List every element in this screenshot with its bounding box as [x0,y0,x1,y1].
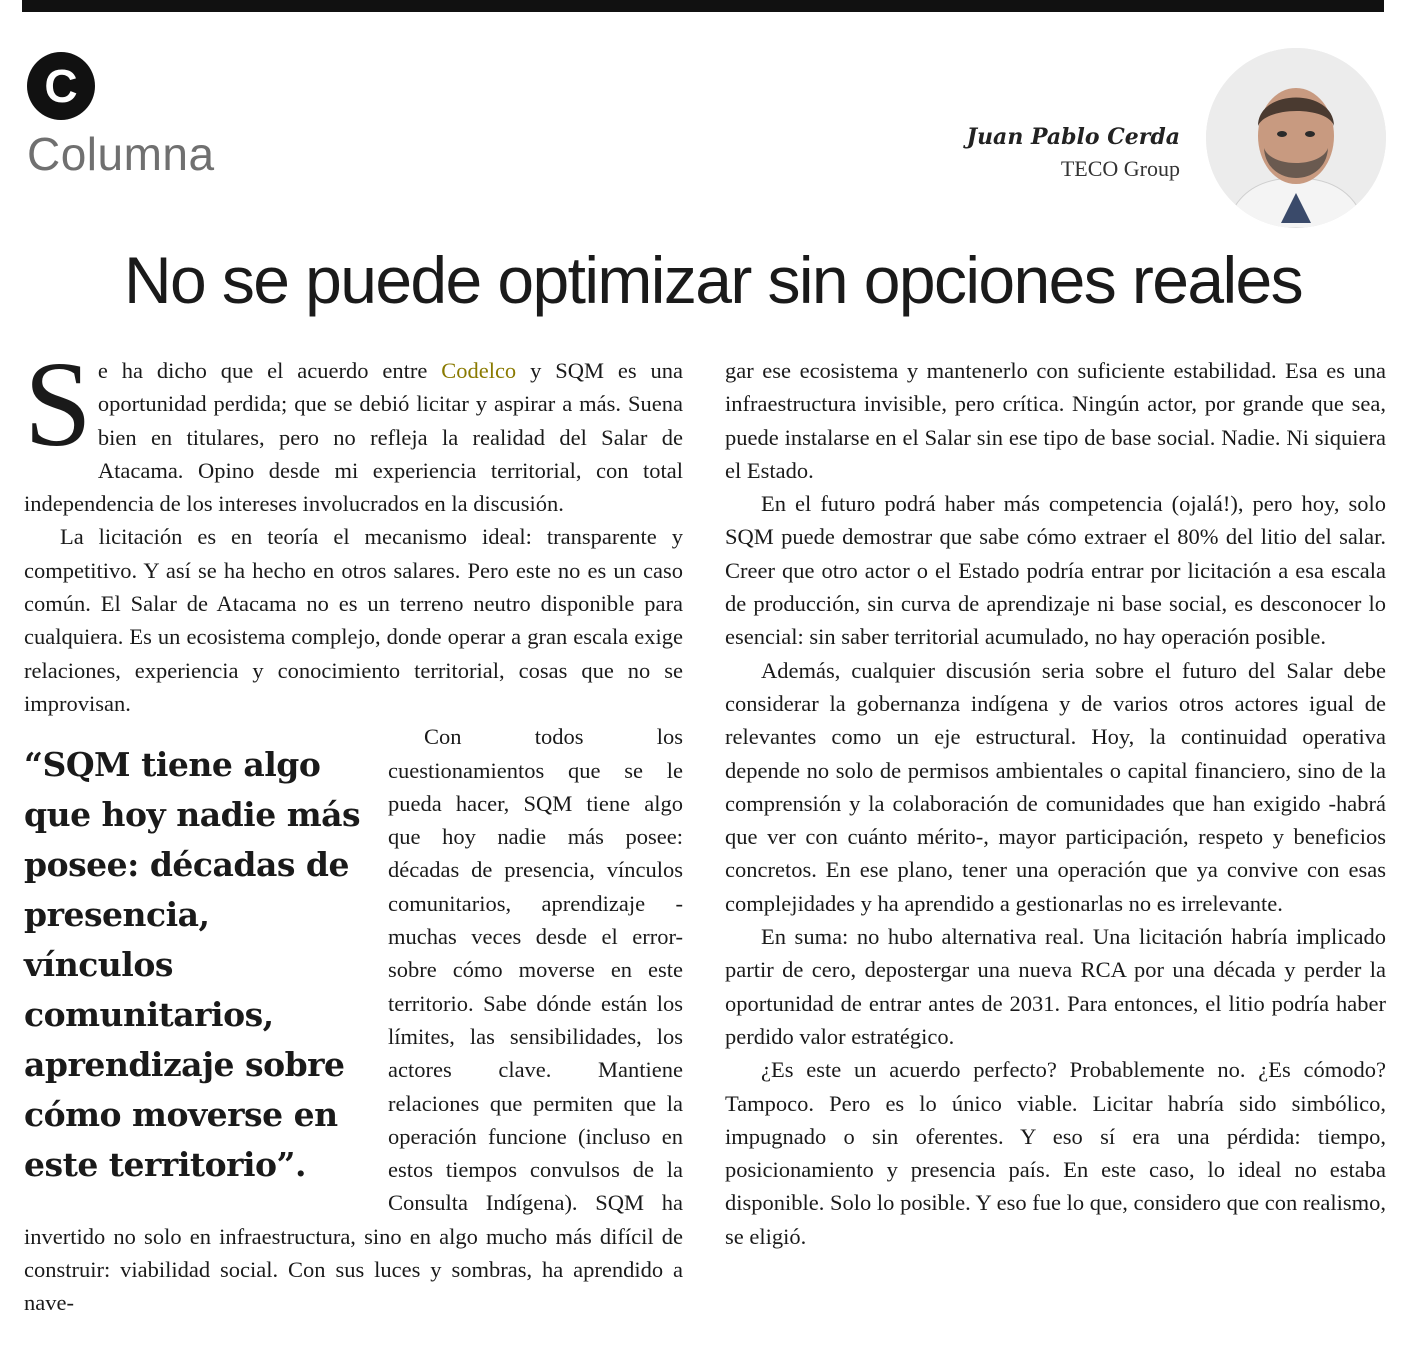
author-photo [1206,48,1386,228]
top-rule [22,0,1384,12]
paragraph-1: Se ha dicho que el acuerdo entre Codelco y SQM es una oportunidad perdida; que se debió licitar y aspirar a más. Suena bien en titulares, pero no refleja la realidad del Salar de Atacama. Opino desde mi experiencia territorial, con total independencia de los intereses involucrados en la discusión. [24,337,683,517]
author-portrait-icon [1206,48,1386,228]
paragraph-4: En el futuro podrá haber más competencia (ojalá!), pero hoy, solo SQM puede demostrar que sabe cómo extraer el 80% del litio del salar. Creer que otro actor o el Estado podría entrar por licitación a esa escala de producción, sin curva de aprendizaje ni base social, es desconocer lo esencial: sin saber territorial acumulado, no hay operación posible. [725,491,1386,650]
paragraph-3: “SQM tiene algo que hoy nadie más posee: décadas de presencia, vínculos comunitarios, aprendizaje sobre cómo moverse en este territorio”. Con todos los cuestionamientos que se le pueda hacer, SQM tiene algo que hoy nadie más posee: décadas de presencia, vínculos comunitarios, aprendizaje -muchas veces desde el error- sobre cómo moverse en este territorio. Sabe dónde están los límites, las sensibilidades, los actores clave. Mantiene relaciones que permiten que la operación funcione (incluso en estos tiempos convulsos de la Consulta Indígena). SQM ha invertido no solo en infraestructura, sino en algo mucho más difícil de construir: viabilidad social. Con sus luces y sombras, ha aprendido a nave- [24,724,683,1316]
paragraph-2: La licitación es en teoría el mecanismo ideal: transparente y competitivo. Y así se ha hecho en otros salares. Pero este no es un caso común. El Salar de Atacama no es un terreno neutro disponible para cualquiera. Es un ecosistema complejo, donde operar a gran escala exige relaciones, experiencia y conocimiento territorial, cosas que no se improvisan. [24,524,683,716]
author-name: Juan Pablo Cerda [966,124,1180,150]
section-badge: C [27,52,95,120]
section-label: Columna [27,128,215,180]
headline: No se puede optimizar sin opciones reales [123,243,1303,317]
paragraph-7: ¿Es este un acuerdo perfecto? Probablemente no. ¿Es cómodo? Tampoco. Pero es lo único viable. Licitar habría sido simbólico, impugnado o sin oferentes. Y eso sí era una pérdida: tiempo, posicionamiento y presencia país. En este caso, lo ideal no estaba disponible. Solo lo posible. Y eso fue lo que, considero que con realismo, se eligió. [725,1057,1386,1249]
paragraph-5: Además, cualquier discusión seria sobre el futuro del Salar debe considerar la gobernanza indígena y de varios otros actores igual de relevantes como un eje estructural. Hoy, la continuidad operativa depende no solo de permisos ambientales o capital financiero, sino de la comprensión y la colaboración de comunidades que han exigido -habrá que ver con cuánto mérito-, mayor participación, respeto y beneficios concretos. En ese plano, tener una operación que ya convive con esas complejidades y ha aprendido a gestionarlas no es irrelevante. [725,657,1386,916]
drop-cap: S [24,337,92,472]
article-column-1 [24,337,683,1320]
pull-quote: “SQM tiene algo que hoy nadie más posee: décadas de presencia, vínculos comunitarios, aprendizaje sobre cómo moverse en este territorio”. [24,745,361,1185]
paragraph-3-continued: gar ese ecosistema y mantenerlo con suficiente estabilidad. Esa es una infraestructura invisible, pero crítica. Ningún actor, por grande que sea, puede instalarse en el Salar sin ese tipo de base social. Nadie. Ni siquiera el Estado. [725,358,1386,483]
author-org: TECO Group [1060,156,1180,181]
paragraph-6: En suma: no hubo alternativa real. Una licitación habría implicado partir de cero, depostergar una nueva RCA por una década y perder la oportunidad de entrar antes de 2031. Para entonces, el litio podría haber perdido valor estratégico. [725,924,1386,1049]
article-column-2 [725,354,1386,1253]
highlighted-term: Codelco [441,358,517,383]
byline [967,124,1180,182]
